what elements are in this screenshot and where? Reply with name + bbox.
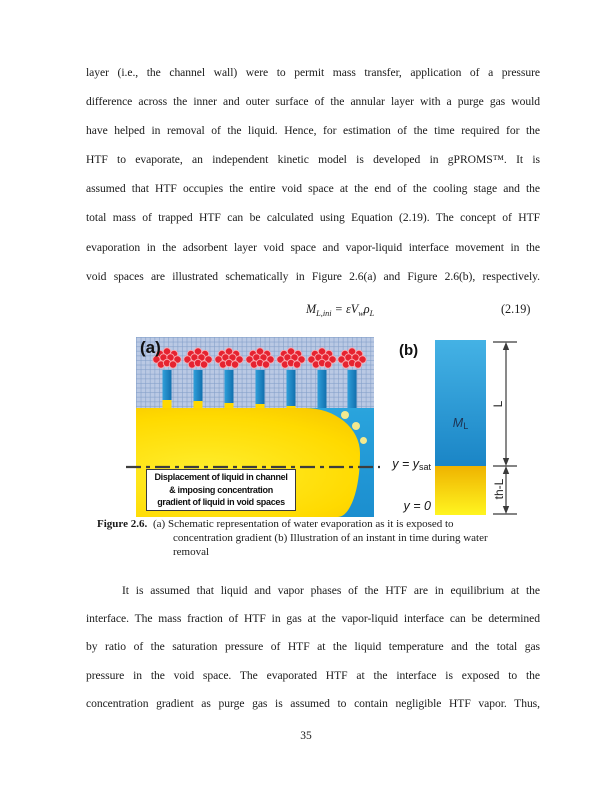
paragraph-1-line: HTF to evaporate, an independent kinetic model is developed in gPROMS™. It is bbox=[86, 153, 540, 167]
figure-caption-line: removal bbox=[173, 546, 210, 559]
figure-caption-label: Figure 2.6. bbox=[97, 518, 148, 530]
channel-rects bbox=[163, 370, 357, 408]
paragraph-2 bbox=[86, 577, 540, 718]
paragraph-2-line: pressure in the void space. The evaporated HTF at the interface is exposed to the bbox=[86, 668, 540, 682]
annotation-line: gradient of liquid in void spaces bbox=[157, 497, 285, 508]
equation-expression: $M_{L,ini} = \varepsilon V_w\rho_L$ bbox=[306, 302, 375, 318]
interface-coordinate-label: $y = y_{sat}$ bbox=[392, 457, 431, 472]
figure-caption-line: (a) Schematic representation of water evaporation as it is exposed to bbox=[153, 518, 454, 530]
interface-dash-dot-line bbox=[126, 458, 380, 466]
figure-caption-line: concentration gradient (b) Illustration of an instant in time during water bbox=[173, 532, 488, 545]
channels-and-molecules-graphic bbox=[136, 337, 374, 408]
paragraph-1-line: void spaces are illustrated schematically in Figure 2.6(a) and Figure 2.6(b), respectively. bbox=[86, 269, 540, 283]
paragraph-1-line: have helped in removal of the liquid. Hence, for estimation of the time required for the bbox=[86, 124, 540, 138]
dimension-upper-label: L bbox=[491, 400, 505, 408]
liquid-droplet bbox=[341, 411, 349, 419]
figure-caption bbox=[97, 517, 549, 560]
paragraph-1-line: assumed that HTF occupies the entire void space at the end of the cooling stage and the bbox=[86, 182, 540, 196]
liquid-droplet bbox=[352, 422, 360, 430]
paragraph-1-line: difference across the inner and outer surface of the annular layer with a purge gas would bbox=[86, 95, 540, 109]
paragraph-2-line: interface. The mass fraction of HTF in gas at the vapor-liquid interface can be determined bbox=[86, 612, 540, 626]
paragraph-2-line: It is assumed that liquid and vapor phases of the HTF are in equilibrium at the bbox=[122, 584, 540, 597]
paragraph-1-line: evaporation in the adsorbent layer void space and vapor-liquid interface movement in the bbox=[86, 240, 540, 254]
annotation-line: & imposing concentration bbox=[169, 484, 273, 495]
annotation-line: Displacement of liquid in channel bbox=[154, 472, 288, 483]
liquid-mass-label: $M_L$ bbox=[452, 416, 469, 431]
adsorbent-grid-layer bbox=[136, 337, 374, 408]
panel-a-annotation-box bbox=[146, 469, 296, 511]
origin-coordinate-label: y = 0 bbox=[403, 499, 431, 513]
molecule-clusters bbox=[153, 348, 366, 368]
page-number: 35 bbox=[300, 730, 312, 742]
panel-b-label: (b) bbox=[399, 342, 419, 359]
paragraph-2-line: by ratio of the saturation pressure of HTF at the liquid temperature and the total gas bbox=[86, 640, 540, 654]
evaporated-region bbox=[435, 340, 486, 466]
equation-2-19 bbox=[0, 302, 612, 322]
dimension-lower-label: th-L bbox=[492, 478, 506, 500]
paragraph-1-line: total mass of trapped HTF can be calculated using Equation (2.19). The concept of HTF bbox=[86, 211, 540, 225]
paragraph-1 bbox=[86, 58, 540, 291]
paragraph-2-line: concentration gradient as purge gas is assumed to contain negligible HTF vapor. Thus, bbox=[86, 696, 540, 710]
panel-a-label: (a) bbox=[140, 338, 161, 357]
liquid-droplet bbox=[360, 437, 367, 444]
equation-number: (2.19) bbox=[501, 302, 531, 316]
paragraph-1-line: layer (i.e., the channel wall) were to permit mass transfer, application of a pressure bbox=[86, 66, 540, 79]
remaining-liquid-region bbox=[435, 466, 486, 515]
